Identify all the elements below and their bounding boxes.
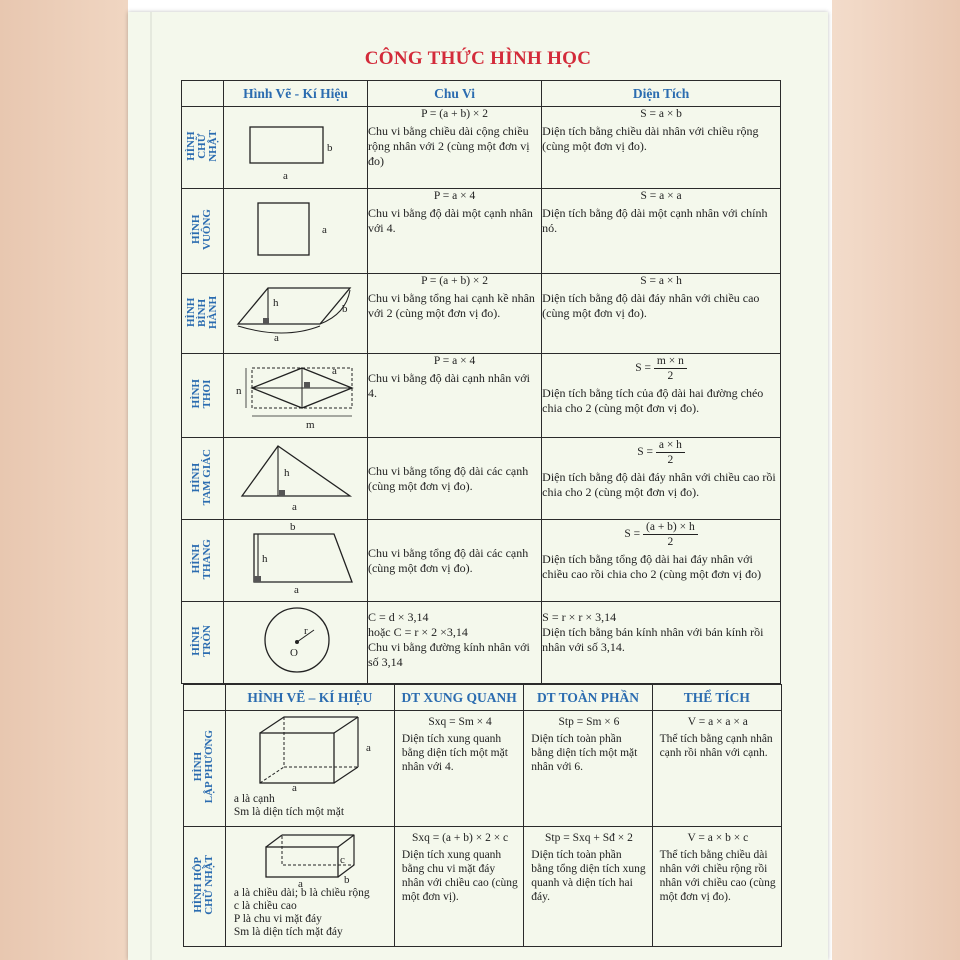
rhombus-figure <box>223 354 367 438</box>
cube-total-area: Stp = Sm × 6 Diện tích toàn phần bằng diện tích một mặt nhân với 6. <box>524 711 652 827</box>
shape-name-box: HÌNH HỘP CHỮ NHẬT <box>184 827 226 947</box>
header-figure: Hình Vẽ - Kí Hiệu <box>223 81 367 107</box>
label-a: a <box>297 878 303 887</box>
cube-note-1: a là cạnh <box>233 793 275 805</box>
circle-perimeter: C = d × 3,14 hoặc C = r × 2 ×3,14 Chu vi bằng đường kính nhân với số 3,14 <box>367 602 541 684</box>
header-perimeter: Chu Vi <box>367 81 541 107</box>
cube-diagram <box>226 711 394 793</box>
square-area: S = a × a Diện tích bằng độ dài một cạnh nhân với chính nó. <box>542 189 781 274</box>
background-left <box>0 0 128 960</box>
header-total-area: DT TOÀN PHẦN <box>524 685 652 711</box>
background-right <box>832 0 960 960</box>
table-row <box>182 107 781 189</box>
triangle-diagram <box>224 438 367 514</box>
rhombus-area: S = $\frac{m \times n}{2}$ Diện tích bằng tích của độ dài hai đường chéo chia cho 2 (cùng một đơn vị đo). <box>542 354 781 438</box>
trapezoid-diagram <box>224 520 367 596</box>
parallelogram-figure <box>223 274 367 354</box>
triangle-perimeter: Chu vi bằng tổng độ dài các cạnh (cùng một đơn vị đo). <box>367 438 541 520</box>
cube-note-2: Sm là diện tích một mặt <box>233 806 345 818</box>
solid-shapes-table <box>183 684 782 947</box>
table-row <box>182 602 781 684</box>
label-a: a <box>282 170 288 182</box>
header-lateral-area: DT XUNG QUANH <box>394 685 523 711</box>
label-a-bottom: a <box>291 782 297 793</box>
shape-name-trapezoid: HÌNH THANG <box>182 520 224 602</box>
label-a: a <box>321 224 327 236</box>
table-row <box>182 274 781 354</box>
rhombus-diagram <box>224 354 367 432</box>
label-o: O <box>289 647 298 659</box>
shape-name-rectangle: HÌNH CHỮ NHẬT <box>182 107 224 189</box>
page-fold <box>150 12 152 960</box>
shape-name-triangle: HÌNH TAM GIÁC <box>182 438 224 520</box>
table-row <box>182 354 781 438</box>
shape-name-circle: HÌNH TRÒN <box>182 602 224 684</box>
parallelogram-diagram <box>224 274 367 348</box>
header-area: Diện Tích <box>542 81 781 107</box>
table-row <box>182 438 781 520</box>
circle-diagram <box>224 602 367 678</box>
page-title: CÔNG THỨC HÌNH HỌC <box>364 48 592 69</box>
table-row <box>182 189 781 274</box>
trapezoid-area: S = $\frac{(a + b) \times h}{2}$ Diện tích bằng tổng độ dài hai đáy nhân với chiều cao rồi chia cho 2 (cùng một đơn vị đo) <box>542 520 781 602</box>
rectangle-area: S = a × b Diện tích bằng chiều dài nhân với chiều rộng (cùng một đơn vị đo). <box>542 107 781 189</box>
cube-figure <box>225 711 394 827</box>
square-perimeter: P = a × 4 Chu vi bằng độ dài một cạnh nhân với 4. <box>367 189 541 274</box>
shape-name-rhombus: HÌNH THOI <box>182 354 224 438</box>
label-b: b <box>289 521 296 533</box>
box-diagram <box>226 827 394 887</box>
label-h: h <box>272 297 279 309</box>
triangle-figure <box>223 438 367 520</box>
parallelogram-area: S = a × h Diện tích bằng độ dài đáy nhân với chiều cao (cùng một đơn vị đo). <box>542 274 781 354</box>
label-h: h <box>261 553 268 565</box>
label-c: c <box>339 854 345 866</box>
circle-figure <box>223 602 367 684</box>
box-note-1: a là chiều dài; b là chiều rộng <box>233 887 370 899</box>
trapezoid-figure <box>223 520 367 602</box>
label-b: b <box>326 142 333 154</box>
rectangle-perimeter: P = (a + b) × 2 Chu vi bằng chiều dài cộng chiều rộng nhân với 2 (cùng một đơn vị đo) <box>367 107 541 189</box>
cube-lateral-area: Sxq = Sm × 4 Diện tích xung quanh bằng diện tích một mặt nhân với 4. <box>394 711 523 827</box>
table-row <box>184 827 782 947</box>
square-figure <box>223 189 367 274</box>
label-m: m <box>305 419 315 431</box>
header-corner <box>184 685 226 711</box>
plane-shapes-table <box>181 80 781 684</box>
label-a: a <box>273 332 279 344</box>
label-a: a <box>331 365 337 377</box>
header-figure: HÌNH VẼ – KÍ HIỆU <box>225 685 394 711</box>
cube-volume: V = a × a × a Thể tích bằng cạnh nhân cạnh rồi nhân với cạnh. <box>652 711 781 827</box>
box-note-3: P là chu vi mặt đáy <box>233 913 322 925</box>
box-figure <box>225 827 394 947</box>
label-b: b <box>343 874 350 886</box>
label-b: b <box>341 303 348 315</box>
shape-name-cube: HÌNH LẬP PHƯƠNG <box>184 711 226 827</box>
rectangle-figure <box>223 107 367 189</box>
label-h: h <box>283 467 290 479</box>
box-volume: V = a × b × c Thể tích bằng chiều dài nhân với chiều rộng rồi nhân với chiều cao (cùng một đơn vị đo). <box>652 827 781 947</box>
box-note-4: Sm là diện tích mặt đáy <box>233 926 343 938</box>
trapezoid-perimeter: Chu vi bằng tổng độ dài các cạnh (cùng một đơn vị đo). <box>367 520 541 602</box>
header-corner <box>182 81 224 107</box>
parallelogram-perimeter: P = (a + b) × 2 Chu vi bằng tổng hai cạnh kề nhân với 2 (cùng một đơn vị đo). <box>367 274 541 354</box>
box-note-2: c là chiều cao <box>233 900 297 912</box>
rectangle-diagram <box>224 107 367 183</box>
shape-name-parallelogram: HÌNH BÌNH HÀNH <box>182 274 224 354</box>
circle-area: S = r × r × 3,14 Diện tích bằng bán kính nhân với bán kính rồi nhân với số 3,14. <box>542 602 781 684</box>
label-a: a <box>365 742 371 754</box>
header-volume: THỂ TÍCH <box>652 685 781 711</box>
box-lateral-area: Sxq = (a + b) × 2 × c Diện tích xung quanh bằng chu vi mặt đáy nhân với chiều cao (cùng một đơn vị). <box>394 827 523 947</box>
label-r: r <box>303 625 308 637</box>
triangle-area: S = $\frac{a \times h}{2}$ Diện tích bằng độ dài đáy nhân với chiều cao rồi chia cho 2 (cùng một đơn vị đo). <box>542 438 781 520</box>
rhombus-perimeter: P = a × 4 Chu vi bằng độ dài cạnh nhân với 4. <box>367 354 541 438</box>
label-a: a <box>293 584 299 596</box>
table-header-row <box>184 685 782 711</box>
table-row <box>182 520 781 602</box>
label-n: n <box>235 385 242 397</box>
table-row <box>184 711 782 827</box>
label-a: a <box>291 501 297 513</box>
table-header-row <box>182 81 781 107</box>
shape-name-square: HÌNH VUÔNG <box>182 189 224 274</box>
square-diagram <box>224 189 367 268</box>
box-total-area: Stp = Sxq + Sđ × 2 Diện tích toàn phần bằng tổng diện tích xung quanh và diện tích hai đáy. <box>524 827 652 947</box>
